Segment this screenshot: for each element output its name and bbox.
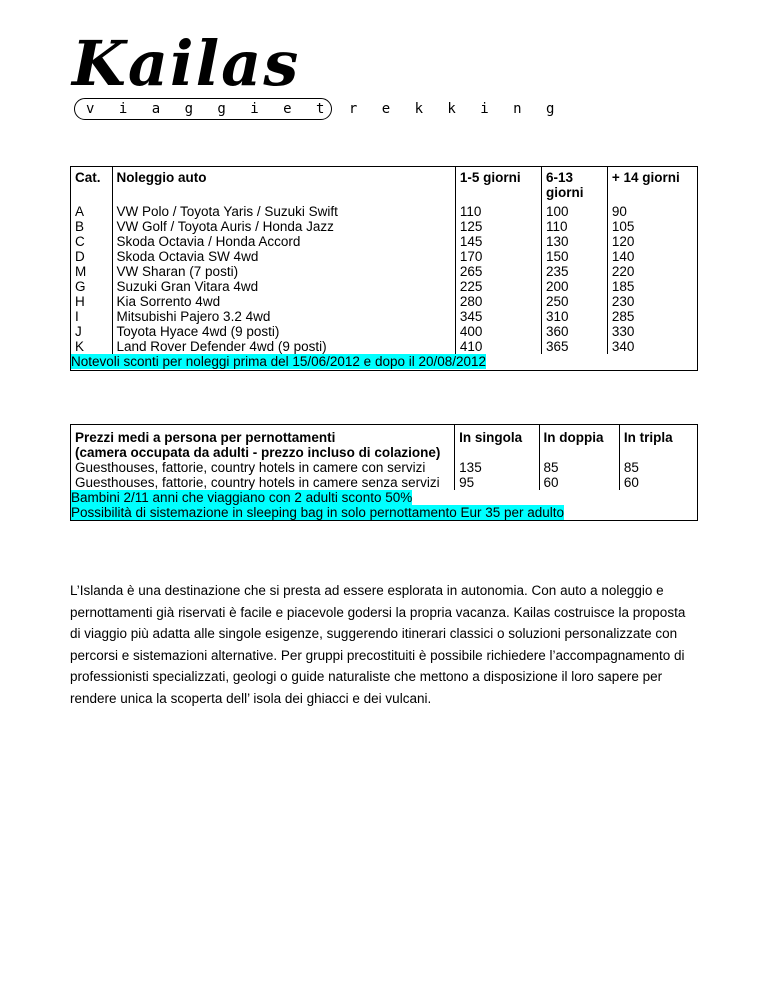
room-type: Guesthouses, fattorie, country hotels in camere con servizi [71, 460, 455, 475]
price-6-13-days: 310 [541, 309, 607, 324]
kailas-logo [66, 27, 563, 128]
header-1-5: 1-5 giorni [455, 167, 541, 205]
price-6-13-days: 100 [541, 204, 607, 219]
price-double: 60 [539, 475, 619, 490]
price-1-5-days: 125 [455, 219, 541, 234]
car-row [71, 279, 698, 294]
price-14-plus-days: 185 [611, 279, 635, 294]
price-14-plus-days: 220 [611, 264, 635, 279]
price-1-5-days: 410 [455, 339, 541, 354]
car-row [71, 324, 698, 339]
car-row [71, 294, 698, 309]
car-models: Toyota Hyace 4wd (9 posti) [112, 324, 455, 339]
price-triple: 60 [623, 475, 639, 490]
price-single: 135 [455, 460, 539, 475]
room-type: Guesthouses, fattorie, country hotels in camere senza servizi [71, 475, 455, 490]
car-models: Suzuki Gran Vitara 4wd [112, 279, 455, 294]
price-6-13-days: 235 [541, 264, 607, 279]
car-row [71, 204, 698, 219]
category: H [71, 294, 113, 309]
header-triple: In tripla [623, 430, 673, 445]
car-row [71, 339, 698, 354]
price-14-plus-days: 140 [611, 249, 635, 264]
category: I [71, 309, 113, 324]
price-14-plus-days: 90 [611, 204, 627, 219]
price-1-5-days: 225 [455, 279, 541, 294]
car-models: VW Polo / Toyota Yaris / Suzuki Swift [112, 204, 455, 219]
car-row [71, 234, 698, 249]
price-triple: 85 [623, 460, 639, 475]
car-models: VW Sharan (7 posti) [112, 264, 455, 279]
header-6-13: 6-13 giorni [541, 167, 607, 205]
header-double: In doppia [539, 425, 619, 461]
car-row [71, 249, 698, 264]
car-table-header [71, 167, 698, 205]
price-14-plus-days: 285 [611, 309, 635, 324]
header-cat: Cat. [71, 167, 113, 205]
car-models: VW Golf / Toyota Auris / Honda Jazz [112, 219, 455, 234]
car-row [71, 264, 698, 279]
car-models: Kia Sorrento 4wd [112, 294, 455, 309]
room-header-title: Prezzi medi a persona per pernottamenti [75, 430, 336, 445]
car-discount-note: Notevoli sconti per noleggi prima del 15/06/2012 e dopo il 20/08/2012 [71, 354, 487, 369]
car-models: Mitsubishi Pajero 3.2 4wd [112, 309, 455, 324]
header-14: + 14 giorni [611, 170, 680, 185]
sleeping-bag-note: Possibilità di sistemazione in sleeping bag in solo pernottamento Eur 35 per adulto [71, 505, 565, 520]
room-row [71, 460, 698, 475]
price-1-5-days: 145 [455, 234, 541, 249]
room-note-row [71, 490, 698, 505]
room-header-subtitle: (camera occupata da adulti - prezzo incluso di colazione) [75, 445, 441, 460]
category: C [71, 234, 113, 249]
price-6-13-days: 150 [541, 249, 607, 264]
car-table-note-row [71, 354, 698, 371]
price-6-13-days: 200 [541, 279, 607, 294]
price-1-5-days: 170 [455, 249, 541, 264]
logo-tagline: v i a g g i e t r e k k i n g [86, 101, 563, 117]
category: K [71, 339, 113, 354]
car-row [71, 219, 698, 234]
price-6-13-days: 110 [541, 219, 607, 234]
price-6-13-days: 365 [541, 339, 607, 354]
price-double: 85 [539, 460, 619, 475]
price-single: 95 [455, 475, 539, 490]
iceland-description: L’Islanda è una destinazione che si presta ad essere esplorata in autonomia. Con auto a noleggio e pernottamenti già riservati è facile e piacevole godersi la propria vacanza. Kailas costruisce la proposta di viaggio più adatta alle singole esigenze, suggerendo itinerari classici o soluzioni personalizzate con percorsi e sistemazioni alternative. Per gruppi precostituiti è possibile richiedere l’accompagnamento di professionisti specializzati, geologi o guide naturaliste che mettono a disposizione il loro sapere per rendere unica la scoperta dell’ isola dei ghiacci e dei vulcani. [70, 583, 686, 706]
car-models: Skoda Octavia / Honda Accord [112, 234, 455, 249]
logo-wordmark: Kailas [72, 27, 301, 100]
category: B [71, 219, 113, 234]
category: J [71, 324, 113, 339]
header-single: In singola [455, 425, 539, 461]
category: A [71, 204, 113, 219]
price-14-plus-days: 330 [611, 324, 635, 339]
price-1-5-days: 110 [455, 204, 541, 219]
category: G [71, 279, 113, 294]
room-table-header [71, 425, 698, 461]
category: D [71, 249, 113, 264]
price-6-13-days: 250 [541, 294, 607, 309]
price-6-13-days: 130 [541, 234, 607, 249]
room-header-cell [71, 425, 455, 461]
price-6-13-days: 360 [541, 324, 607, 339]
category: M [71, 264, 113, 279]
price-14-plus-days: 120 [611, 234, 635, 249]
car-models: Land Rover Defender 4wd (9 posti) [112, 339, 455, 354]
price-14-plus-days: 230 [611, 294, 635, 309]
car-row [71, 309, 698, 324]
price-1-5-days: 400 [455, 324, 541, 339]
accommodation-table [70, 424, 698, 521]
price-1-5-days: 345 [455, 309, 541, 324]
price-1-5-days: 280 [455, 294, 541, 309]
price-1-5-days: 265 [455, 264, 541, 279]
header-rental: Noleggio auto [112, 167, 455, 205]
car-rental-table [70, 166, 698, 371]
room-row [71, 475, 698, 490]
children-discount-note: Bambini 2/11 anni che viaggiano con 2 adulti sconto 50% [71, 490, 413, 505]
price-14-plus-days: 105 [611, 219, 635, 234]
price-14-plus-days: 340 [611, 339, 635, 354]
room-note-row [71, 505, 698, 521]
car-models: Skoda Octavia SW 4wd [112, 249, 455, 264]
